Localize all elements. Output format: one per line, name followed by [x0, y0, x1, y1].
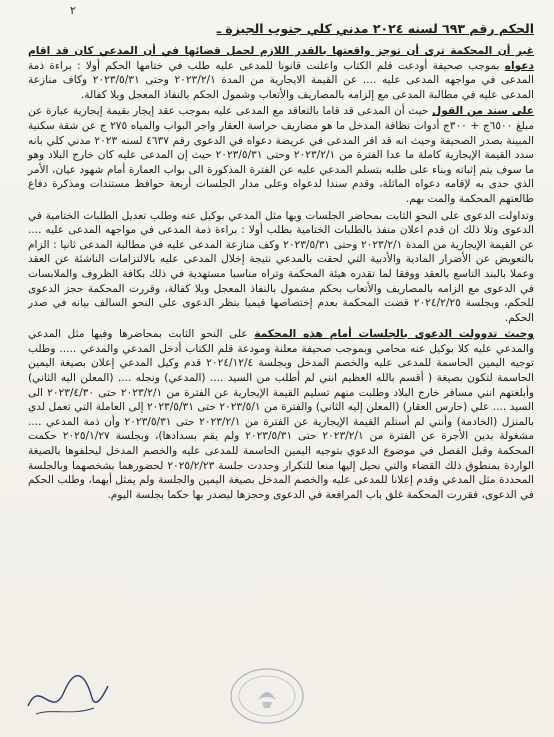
paragraph-text: على النحو الثابت بمحاضرها وفيها مثل المدعي والمدعي عليه كلا بوكيل عنه محامي وبموجب صحيفة معلنة ومودعة قلم الكتاب أدخل المدعي والمدعي ..... وطلب توجيه اليمين الحاسمة للمدعى عليه والخصم المدخل وبجلسة ٢٠٢٤/١٢/٤ قدم وكيل المدعي إعلان بصيغة اليمين الحاسمة لتكون بصيغة ( أقسم بالله العظيم انني لم أطلب من السيد .... (المدعي) ونجله .... (المعلن اليه الثاني) وأبلغتهم انني مسافر خارج البلاد وطلبت منهم تسليم القيمة الإيجارية عن الفترة من ٢٠٢٣/٢/١ حتى ٢٠٢٣/٤/٣٠ الى السيد .... علي (حارس العقار) (المعلن إليه الثاني) والفترة من ٢٠٢٣/٥/١ حتى ٢٠٢٣/٥/٣١ إلى العاملة التي تعمل لدي بالمنزل (الخادمة) وأنني لم أستلم القيمة الإيجارية عن الفترة من ٢٠٢٣/٢/١ حتى ٢٠٢٣/٥/٣١ وأن ذمة المدعي .... مشغولة بدين الأجرة عن الفترة من ٢٠٢٣/٢/١ حتى ٢٠٢٣/٥/٣١ ولم يقم بسدادها)، وبجلسة ٢٠٢٥/١/٢٧ حكمت المحكمة وقبل الفصل في موضوع الدعوي بتوجيه اليمين الحاسمة للمدعى عليه والخصم المدخل ليحلفوها بالصيغة الواردة بمنطوق ذلك القضاء والتي نحيل إليها منعا للتكرار وحددت جلسة ٢٠٢٥/٢/٢٣ لحضورهما بشخصهما وبالجلسة المحددة مثل المدعي وقدم إعلانا للمدعى عليه والخصم المدخل بصيغة اليمين والجلسة ولم يمثل أيهما، وطلب الحكم في الدعوى، فقررت المحكمة غلق باب المرافعة في الدعوى وحجزها ليصدر بها حكما بجلسة اليوم. [28, 328, 534, 501]
paragraph-lead: وحيث تدوولت الدعوى بالجلسات أمام هذه المحكمة [254, 328, 534, 341]
paragraph-text: وتداولت الدعوى على النحو الثابت بمحاضر الجلسات وبها مثل المدعي بوكيل عنه وطلب تعديل الطلبات الختامية في الدعوى وتلا ذلك ان قدم اعلان منفذ بالطلبات الختامية بطلب أولا : براءة ذمة المدعى في مواجهه المدعى عليه .... عن القيمة الإيجارية من المدة ٢٠٢٣/٢/١ وحتى ٢٠٢٣/٥/٣١ وكف منازعة المدعى عليه في مطالبة المدعى ثانيا : الزام بالتعويض عن الأضرار المادية والأدبية التي لحقت بالمدعي نتيجة إخلال المدعى عليه بالالتزامات الناشئة عن العقد وعملا بالبند التاسع بالعقد ووفقا لما تقدره هيئة المحكمة وتراه مناسبا مستهدية في ذلك بكافة الظروف والملابسات في الدعوى مع الزامه بالمصاريف والأتعاب بحكم مشمول بالنفاذ المعجل وبلا كفالة، وقررت المحكمة حجز الدعوى للحكم، وبجلسة ٢٠٢٤/٢/٢٥ قضت المحكمة بعدم إختصاصها قيميا بنظر الدعوى على النحو السالف بيانه في صدر الحكم. [28, 209, 534, 324]
page-number: ٢ [70, 4, 76, 17]
paragraph-intro [28, 44, 534, 102]
paragraph-proceedings [28, 209, 534, 326]
paragraph-hearings [28, 327, 534, 502]
judge-signature-icon [22, 668, 112, 724]
judgment-header: الحكم رقم ٦٩٣ لسنه ٢٠٢٤ مدني كلي جنوب الجيزة ـ [216, 21, 534, 36]
paragraph-grounds [28, 104, 534, 206]
paragraph-lead: على سند من القول [432, 105, 534, 118]
paragraph-lead: غير أن المحكمة ترى أن توجز واقعتها بالقدر اللازم لحمل قضائها في أن المدعي كان قد اقام دعواه [28, 45, 534, 72]
paragraph-text: حيث أن المدعى قد قاما بالتعاقد مع المدعى عليه بموجب عقد إيجار بقيمة إيجارية عبارة عن مبلغ ٦٥٠٠ج + ٣٠٠ج أدوات نظافة المدخل ما هو مصاريف حراسة العقار واجر البواب والمياه ٢٧٥ ج عن شقة سكنية المبينة بصدر الصحيفة وحيث انه قد اقر المدعى في عريضة دعواه في الدعوى رقم ٤٦٣٧ لسنه ٢٠٢٣ مدني كلي بانه سدد القيمة الإيجارية كاملة ما عدا الفترة من ٢٠٢٣/٢/١ وحتى ٢٠٢٣/٥/٣١ حيث إن المدعى عليه كان خارج البلاد وهو ما سوف يتم إثباته وبناء على طلبه بتسلم المدعي عليه عن الفترة المذكورة الى بواب العمارة أمام شهود عيان، الأمر الذي حدى به لإقامه دعواه الماثلة، وقدم سندا لدعواه وعلى مدار الجلسات أربعة حوافظ مستندات ومذكرة دفاع طالعتهم المحكمة والمت بهم. [28, 105, 534, 205]
court-seal-icon [228, 666, 306, 726]
paragraph-text: بموجب صحيفة أودعت قلم الكتاب واعلنت قانونا للمدعى عليه طلب في ختامها الحكم أولا : براءة ذمة المدعى في مواجهه المدعى عليه .... عن القيمة الايجارية من المدة ٢٠٢٣/٢/١ وحتى ٢٠٢٣/٥/٣١ وكاف منازعة المدعى عليه في مطالبة المدعى مع إلزامه بالمصاريف والأتعاب وشمول الحكم بالنفاذ المعجل وبلا كفالة. [28, 59, 534, 101]
